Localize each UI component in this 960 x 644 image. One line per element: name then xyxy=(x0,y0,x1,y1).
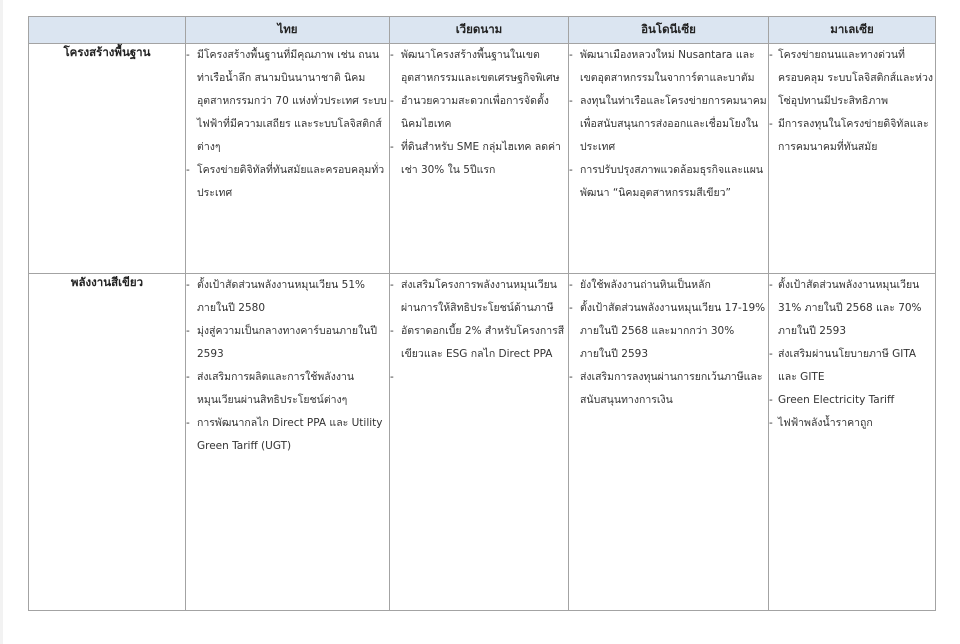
header-malaysia: มาเลเซีย xyxy=(769,17,936,44)
list-item: - พัฒนาเมืองหลวงใหม่ Nusantara และเขตอุตสาหกรรมในจาการ์ตาและบาตัม xyxy=(569,49,755,84)
list-item: - โครงข่ายดิจิทัลที่ทันสมัยและครอบคลุมทั่วประเทศ xyxy=(186,164,385,199)
list-item: - โครงข่ายถนนและทางด่วนที่ครอบคลุม ระบบโลจิสติกส์และห่วงโซ่อุปทานมีประสิทธิภาพ xyxy=(769,49,933,107)
cell-indonesia xyxy=(569,44,769,274)
header-thailand: ไทย xyxy=(186,17,390,44)
row-infrastructure xyxy=(29,44,936,274)
list-item-empty: - xyxy=(390,371,394,383)
list-item: - การปรับปรุงสภาพแวดล้อมธุรกิจและแผนพัฒนา “นิคมอุตสาหกรรมสีเขียว” xyxy=(569,164,764,199)
cell-malaysia xyxy=(769,274,936,611)
header-indonesia: อินโดนีเซีย xyxy=(569,17,769,44)
list-item: - Green Electricity Tariff xyxy=(769,394,895,406)
cell-vietnam xyxy=(390,274,569,611)
list-item: - พัฒนาโครงสร้างพื้นฐานในเขตอุตสาหกรรมและเขตเศรษฐกิจพิเศษ xyxy=(390,49,560,84)
cell-indonesia xyxy=(569,274,769,611)
list-item: - ส่งเสริมการผลิตและการใช้พลังงานหมุนเวียนผ่านสิทธิประโยชน์ต่างๆ xyxy=(186,371,355,406)
list-item: - มีโครงสร้างพื้นฐานที่มีคุณภาพ เช่น ถนน ท่าเรือน้ำลึก สนามบินนานาชาติ นิคมอุตสาหกรรมกว่า 70 แห่งทั่วประเทศ ระบบไฟฟ้าที่มีความเสถียร และระบบโลจิสติกส์ต่างๆ xyxy=(186,49,387,153)
list-item: - ที่ดินสำหรับ SME กลุ่มไฮเทค ลดค่าเช่า 30% ใน 5ปีแรก xyxy=(390,141,561,176)
header-row xyxy=(29,17,936,44)
list-item: - ไฟฟ้าพลังน้ำราคาถูก xyxy=(769,417,873,429)
page-edge xyxy=(0,0,3,644)
row-label: พลังงานสีเขียว xyxy=(29,274,186,611)
comparison-table xyxy=(28,16,936,611)
list-item: - ตั้งเป้าสัดส่วนพลังงานหมุนเวียน 17-19% ภายในปี 2568 และมากกว่า 30% ภายในปี 2593 xyxy=(569,302,766,360)
list-item: - ยังใช้พลังงานถ่านหินเป็นหลัก xyxy=(569,279,711,291)
list-item: - ลงทุนในท่าเรือและโครงข่ายการคมนาคมเพื่อสนับสนุนการส่งออกและเชื่อมโยงในประเทศ xyxy=(569,95,767,153)
cell-thailand xyxy=(186,44,390,274)
cell-malaysia xyxy=(769,44,936,274)
list-item: - มุ่งสู่ความเป็นกลางทางคาร์บอนภายในปี 2593 xyxy=(186,325,378,360)
header-vietnam: เวียดนาม xyxy=(390,17,569,44)
list-item: - มีการลงทุนในโครงข่ายดิจิทัลและการคมนาคมที่ทันสมัย xyxy=(769,118,929,153)
row-label: โครงสร้างพื้นฐาน xyxy=(29,44,186,274)
cell-vietnam xyxy=(390,44,569,274)
list-item: - ตั้งเป้าสัดส่วนพลังงานหมุนเวียน 51% ภายในปี 2580 xyxy=(186,279,365,314)
list-item: - ส่งเสริมการลงทุนผ่านการยกเว้นภาษีและสนับสนุนทางการเงิน xyxy=(569,371,763,406)
list-item: - อำนวยความสะดวกเพื่อการจัดตั้งนิคมไฮเทค xyxy=(390,95,549,130)
list-item: - ส่งเสริมโครงการพลังงานหมุนเวียนผ่านการให้สิทธิประโยชน์ด้านภาษี xyxy=(390,279,557,314)
list-item: - การพัฒนากลไก Direct PPA และ Utility Green Tariff (UGT) xyxy=(186,417,383,452)
cell-thailand xyxy=(186,274,390,611)
row-green-energy xyxy=(29,274,936,611)
list-item: - อัตราดอกเบี้ย 2% สำหรับโครงการสีเขียวและ ESG กลไก Direct PPA xyxy=(390,325,565,360)
header-empty xyxy=(29,17,186,44)
list-item: - ส่งเสริมผ่านนโยบายภาษี GITA และ GITE xyxy=(769,348,917,383)
list-item: - ตั้งเป้าสัดส่วนพลังงานหมุนเวียน 31% ภายในปี 2568 และ 70% ภายในปี 2593 xyxy=(769,279,922,337)
